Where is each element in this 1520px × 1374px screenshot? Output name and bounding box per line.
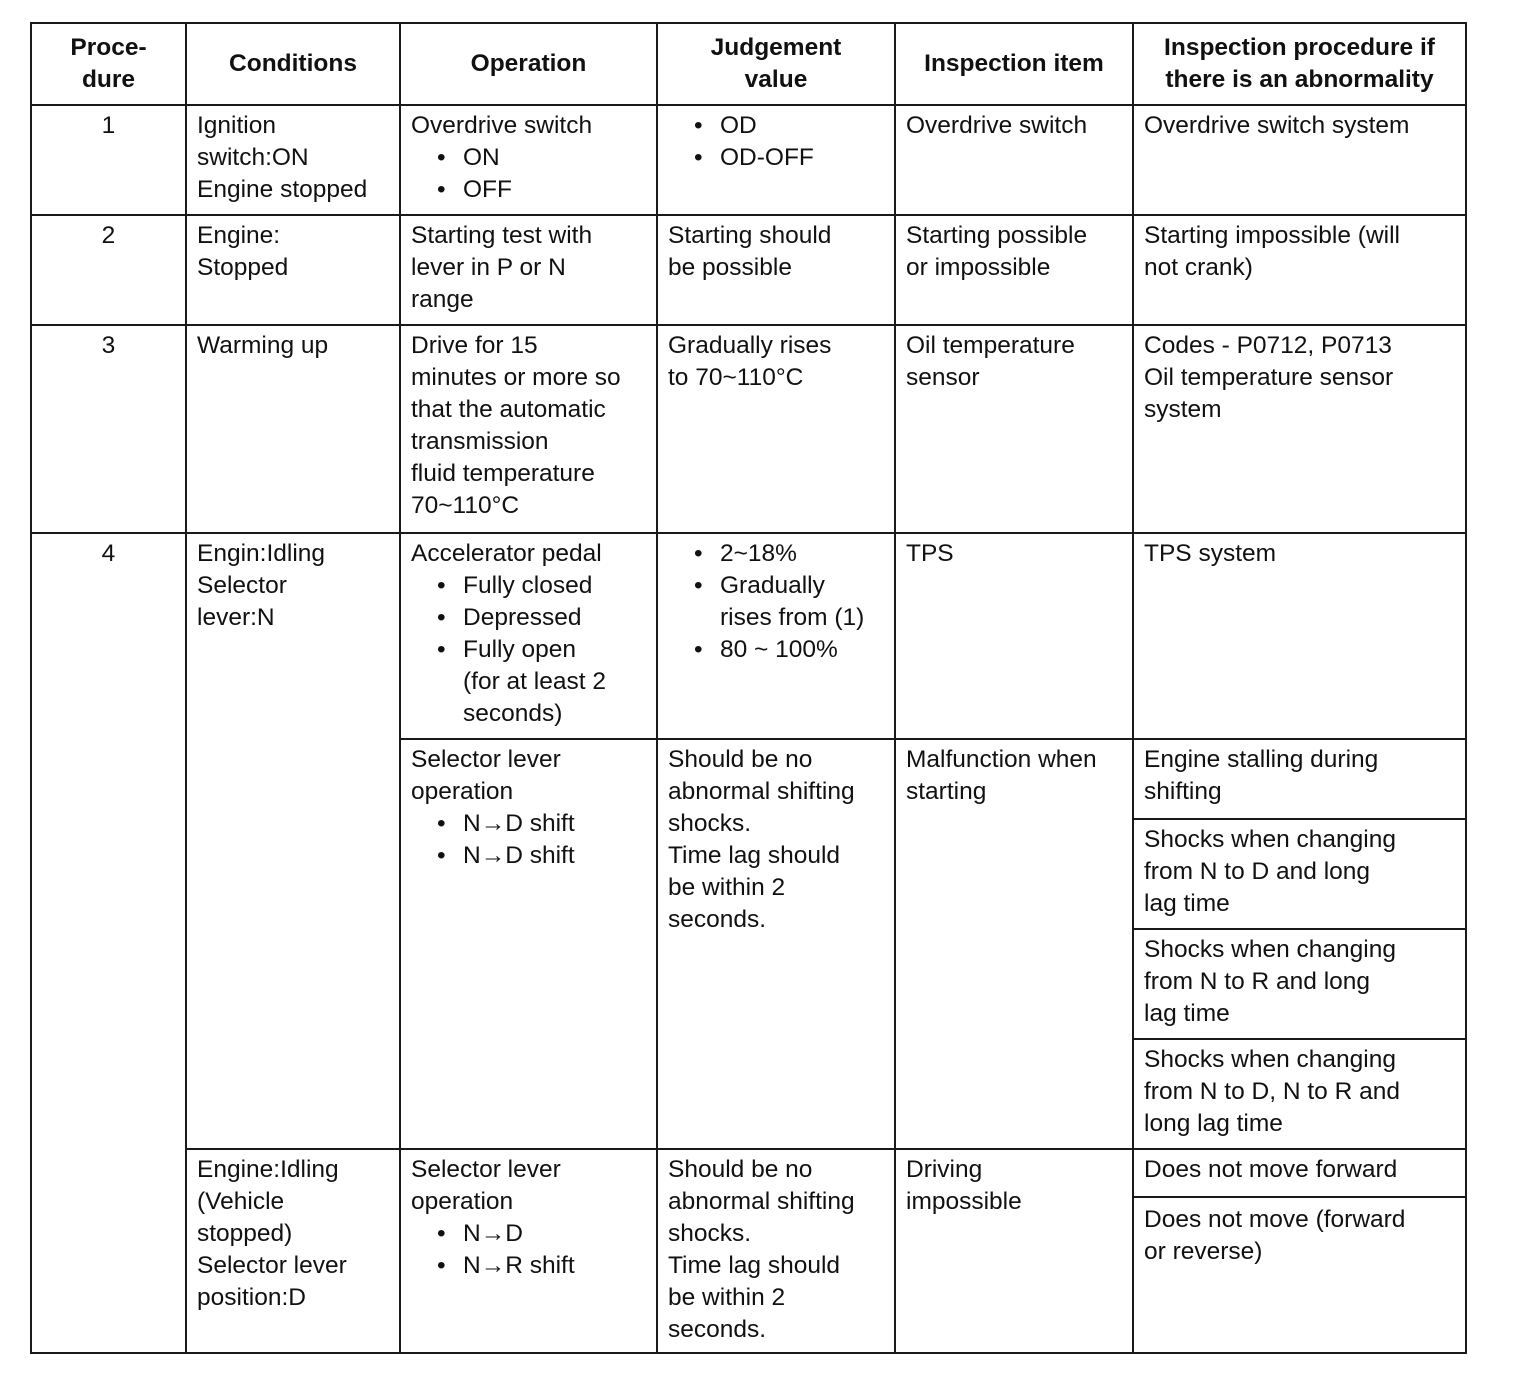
- list-item: • N→D: [435, 1218, 646, 1250]
- inspection-procedure-cell: Shocks when changing from N to D, N to R and long lag time: [1133, 1039, 1466, 1149]
- list-item: • N→D shift: [435, 840, 646, 872]
- list-item: • Depressed: [435, 602, 646, 634]
- inspection-procedure-cell: Starting impossible (will not crank): [1133, 215, 1466, 325]
- header-row: [31, 23, 1466, 105]
- judgement-cell: Gradually rises to 70~110°C: [657, 325, 895, 533]
- header-conditions: Conditions: [186, 23, 400, 105]
- judgement-cell: [657, 533, 895, 739]
- operation-cell: [400, 533, 657, 739]
- list-item: • 2~18%: [692, 538, 884, 570]
- list-item: • ON: [435, 142, 646, 174]
- table-row: [31, 325, 1466, 533]
- inspection-procedure-cell: Overdrive switch system: [1133, 105, 1466, 215]
- inspection-procedure-cell: Engine stalling during shifting: [1133, 739, 1466, 819]
- conditions-cell: Engine:Idling (Vehicle stopped) Selector lever position:D: [186, 1149, 400, 1353]
- operation-cell: [400, 105, 657, 215]
- list-item: • OD-OFF: [692, 142, 884, 174]
- procedure-number: 1: [31, 105, 186, 215]
- table-row: [31, 533, 1466, 739]
- table-row: [31, 1149, 1466, 1353]
- inspection-item-cell: Oil temperature sensor: [895, 325, 1133, 533]
- operation-list: [411, 808, 646, 872]
- list-item: • 80 ~ 100%: [692, 634, 884, 666]
- judgement-cell: Should be no abnormal shifting shocks. Time lag should be within 2 seconds.: [657, 1149, 895, 1353]
- inspection-item-cell: Malfunction when starting: [895, 739, 1133, 1149]
- list-item: • Fully closed: [435, 570, 646, 602]
- operation-list: [411, 1218, 646, 1282]
- inspection-procedure-cell: Shocks when changing from N to D and long lag time: [1133, 819, 1466, 929]
- list-item: • Gradually rises from (1): [692, 570, 884, 634]
- operation-title: Overdrive switch: [411, 112, 593, 139]
- list-item: • Fully open (for at least 2 seconds): [435, 634, 646, 730]
- operation-title: Selector lever operation: [411, 746, 561, 805]
- conditions-cell: Engine: Stopped: [186, 215, 400, 325]
- header-inspection-item: Inspection item: [895, 23, 1133, 105]
- list-item: • OD: [692, 110, 884, 142]
- procedure-number: 2: [31, 215, 186, 325]
- procedure-number: 4: [31, 533, 186, 1353]
- conditions-cell: Ignition switch:ON Engine stopped: [186, 105, 400, 215]
- inspection-table: [30, 22, 1467, 1354]
- operation-cell: [400, 739, 657, 1149]
- conditions-cell: Engin:Idling Selector lever:N: [186, 533, 400, 1149]
- judgement-list: [668, 538, 884, 666]
- inspection-procedure-cell: [1133, 1149, 1466, 1353]
- operation-title: Selector lever operation: [411, 1156, 561, 1215]
- inspection-procedure-cell: Codes - P0712, P0713 Oil temperature sensor system: [1133, 325, 1466, 533]
- operation-cell: [400, 1149, 657, 1353]
- table-row: [31, 215, 1466, 325]
- judgement-cell: Should be no abnormal shifting shocks. Time lag should be within 2 seconds.: [657, 739, 895, 1149]
- inspection-table-page: [30, 22, 1465, 1354]
- header-inspection-procedure: Inspection procedure if there is an abnormality: [1133, 23, 1466, 105]
- operation-cell: Drive for 15 minutes or more so that the automatic transmission fluid temperature 70~110°C: [400, 325, 657, 533]
- list-item: • N→D shift: [435, 808, 646, 840]
- inspection-item-cell: Starting possible or impossible: [895, 215, 1133, 325]
- header-operation: Operation: [400, 23, 657, 105]
- conditions-cell: Warming up: [186, 325, 400, 533]
- procedure-number: 3: [31, 325, 186, 533]
- inspection-procedure-cell: Shocks when changing from N to R and long lag time: [1133, 929, 1466, 1039]
- operation-list: [411, 570, 646, 730]
- inspection-procedure-cell: TPS system: [1133, 533, 1466, 739]
- operation-title: Accelerator pedal: [411, 540, 602, 567]
- operation-list: [411, 142, 646, 206]
- list-item: • OFF: [435, 174, 646, 206]
- inspection-item-cell: Overdrive switch: [895, 105, 1133, 215]
- inspection-procedure-subcell: Does not move (forward or reverse): [1144, 1206, 1406, 1265]
- header-procedure: Proce- dure: [31, 23, 186, 105]
- inspection-item-cell: TPS: [895, 533, 1133, 739]
- operation-cell: Starting test with lever in P or N range: [400, 215, 657, 325]
- header-judgement-value: Judgement value: [657, 23, 895, 105]
- judgement-cell: [657, 105, 895, 215]
- judgement-list: [668, 110, 884, 174]
- judgement-cell: Starting should be possible: [657, 215, 895, 325]
- inspection-item-cell: Driving impossible: [895, 1149, 1133, 1353]
- list-item: • N→R shift: [435, 1250, 646, 1282]
- table-row: [31, 105, 1466, 215]
- inspection-procedure-subcell: Does not move forward: [1134, 1150, 1465, 1198]
